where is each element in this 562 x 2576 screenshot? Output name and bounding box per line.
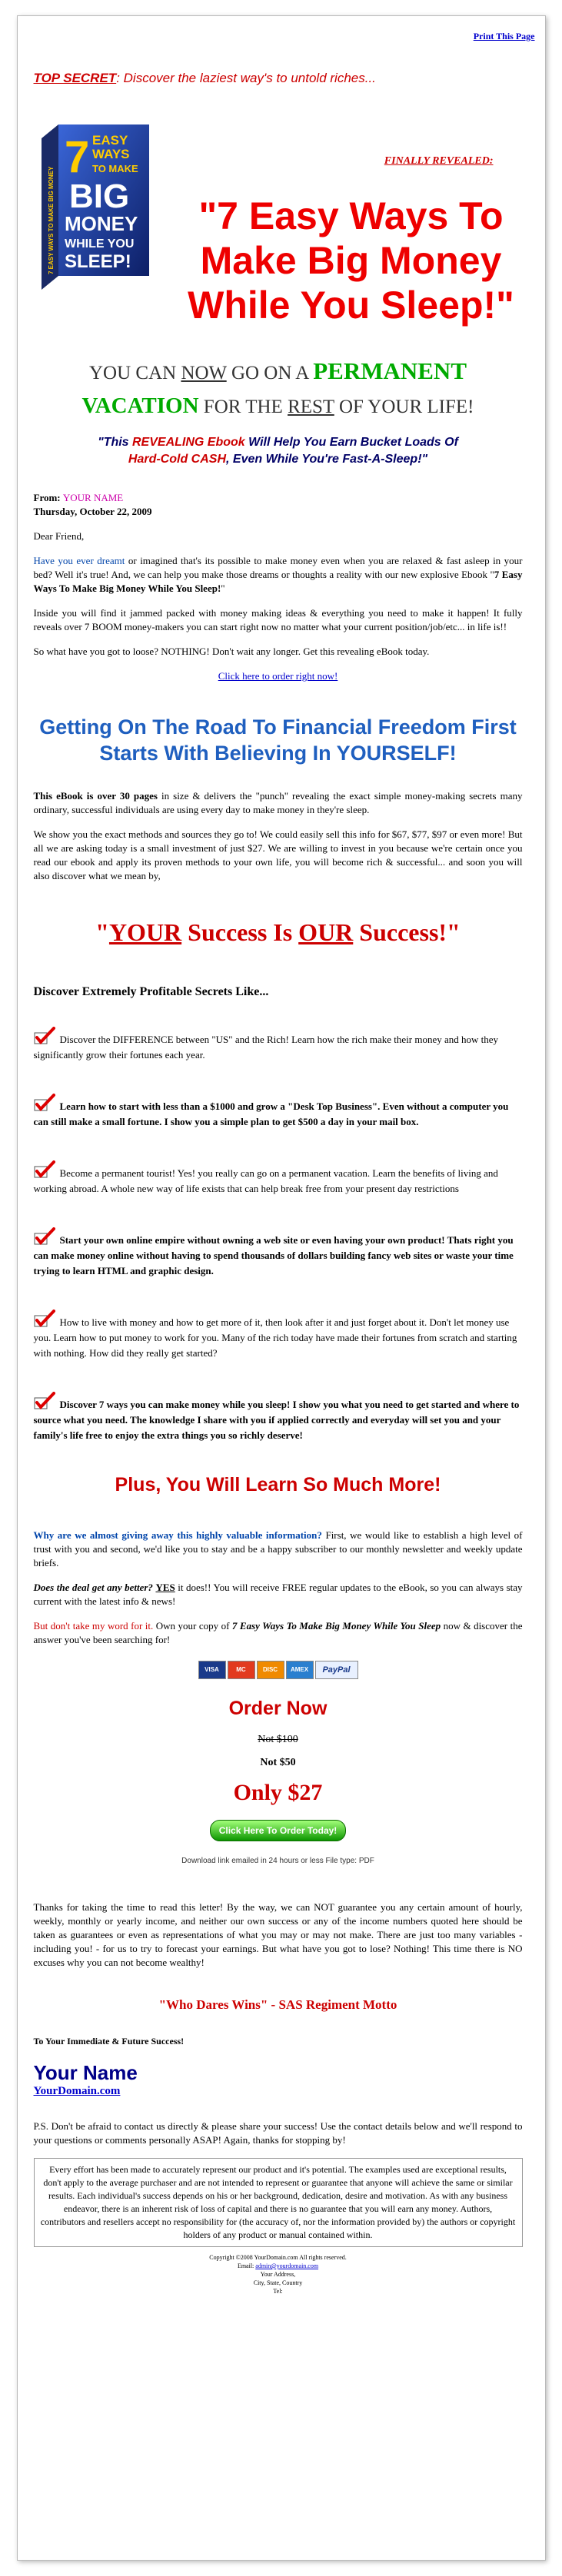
- closing-paragraph: Thanks for taking the time to read this letter! By the way, we can NOT guarantee you any certain amount of hourly, weekly, monthly or yearly income, and neither our own success or any of the income numbers quoted here should be taken as guarantees or even as representations of what you may or may not make. There are just too many variables - including you! - for us to try to forecast your earnings. But what have you got to lose? Nothing! This time there is NO excuses why you can not become wealthy!: [33, 1901, 523, 1968]
- cover-spine: 7 EASY WAYS TO MAKE BIG MONEY: [47, 166, 55, 274]
- intro-paragraph-3: So what have you got to loose? NOTHING! Don't wait any longer. Get this revealing eBook today.: [33, 646, 430, 657]
- motto: "Who Dares Wins" - SAS Regiment Motto: [158, 1997, 397, 2012]
- cover-while: WHILE YOU: [64, 237, 134, 251]
- offer-paragraph-3: But don't take my word for it. Own your copy of 7 Easy Ways To Make Big Money While You Sleep now & discover the answer you've been searching for!: [33, 1620, 523, 1645]
- signature-name: Your Name: [33, 2061, 138, 2084]
- greeting: Dear Friend,: [33, 530, 85, 542]
- print-page-link[interactable]: Print This Page: [473, 31, 535, 41]
- disclaimer-box: Every effort has been made to accurately represent our product and it's potential. The examples used are exceptional results, don't apply to the average purchaser and are not intended to represent or guarantee that anyone will achieve the same or similar results. Each individual's success depends on his or her background, dedication, desire and motivation. As with any business endeavor, there is an inherent risk of loss of capital and there is no guarantee that you will earn any money. Authors, contributors and resellers accept no responsibility for (the accuracy of, nor the information provided by) the authors or copyright holders of any product or manual contained within.: [34, 2158, 523, 2247]
- cover-money: MONEY: [64, 212, 138, 235]
- top-secret-text: : Discover the laziest way's to untold riches...: [116, 71, 376, 85]
- red-checkmark-icon: [34, 1160, 55, 1179]
- vacation-headline: YOU CAN NOW GO ON A PERMANENT VACATION FOR THE REST OF YOUR LIFE!: [81, 357, 474, 418]
- cover-line3: TO MAKE: [91, 163, 138, 174]
- copyright: Copyright ©2008 YourDomain.com All rights reserved.: [209, 2254, 347, 2261]
- red-checkmark-icon: [34, 1392, 55, 1410]
- red-checkmark-icon: [34, 1227, 55, 1246]
- telephone: Tel:: [273, 2288, 283, 2295]
- list-item: [34, 1227, 523, 1279]
- from-line: From: YOUR NAME Thursday, October 22, 2009: [33, 492, 152, 517]
- order-today-button[interactable]: Click Here To Order Today!: [210, 1820, 346, 1841]
- signature-domain-link[interactable]: YourDomain.com: [33, 2085, 121, 2097]
- top-secret-label: TOP SECRET: [33, 71, 117, 85]
- address-line-2: City, State, Country: [253, 2279, 303, 2286]
- intro-paragraph-1: Have you ever dreamt or imagined that's its possible to make money even when you are relaxed & fast asleep in your bed? Well it's true! And, we can help you make those dreams or thoughts a reality with our new explosive Ebook "7 Easy Ways To Make Big Money While You Sleep!": [33, 555, 523, 594]
- hero: [34, 86, 523, 340]
- benefit-list: [34, 1027, 523, 1443]
- list-item-text: Discover 7 ways you can make money while you sleep! I show you what you need to get started and where to source what you need. The knowledge I share with you if applied correctly and everyday will set you and your family's life free to enjoy the extra things you so richly deserve!: [33, 1399, 520, 1441]
- list-item: [34, 1027, 523, 1063]
- offer-paragraph-2: Does the deal get any better? YES it does!! You will receive FREE regular updates to the eBook, so you can always stay current with the latest info & news!: [33, 1582, 523, 1607]
- mastercard-icon: MC: [228, 1661, 255, 1679]
- list-item-text: Become a permanent tourist! Yes! you really can go on a permanent vacation. Learn the benefits of living and working abroad. A whole new way of life exists that can help break free from your present day restrictions: [33, 1167, 498, 1194]
- price-27: Only $27: [233, 1780, 323, 1805]
- list-item: [34, 1094, 523, 1130]
- amex-icon: AMEX: [286, 1661, 314, 1679]
- plus-heading: Plus, You Will Learn So Much More!: [115, 1474, 441, 1495]
- footer: Copyright ©2008 YourDomain.com All rights reserved. Email: admin@yourdomain.com Your Address, City, State, Country Tel:: [34, 2253, 523, 2295]
- email-link[interactable]: admin@yourdomain.com: [255, 2262, 319, 2269]
- cover-line1: EASY: [91, 133, 128, 148]
- paypal-icon: PayPal: [315, 1661, 358, 1679]
- ebook-cover-image: [42, 124, 149, 290]
- red-checkmark-icon: [34, 1094, 55, 1112]
- sales-letter: [34, 31, 523, 2295]
- cover-number: 7: [64, 132, 89, 182]
- list-item: [34, 1160, 523, 1197]
- ps-paragraph: P.S. Don't be afraid to contact us directly & please share your success! Use the contact details below and we'll respond to your questions or comments personally ASAP! Again, thanks for stopping by!: [33, 2120, 523, 2146]
- payment-cards: [34, 1661, 523, 1679]
- order-box: [34, 1698, 523, 1865]
- body-paragraph-2: We show you the exact methods and sources they go to! We could easily sell this info for $67, $77, $97 or even more! But all we are asking today is a small investment of just $27. We are willing to invest in you because we're certain once you read our ebook and apply its proven methods to your own life, you will become rich & successful... and soon you will also discover what we mean by,: [33, 828, 523, 881]
- order-now-title: Order Now: [228, 1698, 328, 1719]
- list-item-text: Discover the DIFFERENCE between "US" and the Rich! Learn how the rich make their money and how they significantly grow their fortunes each year.: [33, 1034, 499, 1061]
- success-heading: "YOUR Success Is OUR Success!": [95, 918, 461, 946]
- visa-icon: VISA: [198, 1661, 226, 1679]
- cover-sleep: SLEEP!: [64, 251, 131, 272]
- address-line-1: Your Address,: [260, 2271, 296, 2278]
- finally-revealed: FINALLY REVEALED:: [384, 155, 494, 167]
- list-item: [34, 1310, 523, 1361]
- order-now-link[interactable]: Click here to order right now!: [218, 670, 338, 682]
- intro-paragraph-2: Inside you will find it jammed packed with money making ideas & everything you need to make it happen! It fully reveals over 7 BOOM money-makers you can start right now no matter what your current position/job/etc... in life is!!: [33, 607, 523, 632]
- body-paragraph-1: This eBook is over 30 pages in size & delivers the "punch" revealing the exact simple money-making secrets many ordinary, successful individuals are using every day to make money in they're sleep.: [33, 790, 523, 815]
- main-headline: "7 Easy Ways To Make Big Money While You Sleep!": [188, 194, 514, 327]
- list-item: [34, 1392, 523, 1443]
- offer-paragraph-1: Why are we almost giving away this highly valuable information? First, we would like to establish a high level of trust with you and second, we'd like you to stay and be a happy subscriber to our monthly newsletter and weekly update briefs.: [33, 1529, 523, 1569]
- red-checkmark-icon: [34, 1027, 55, 1045]
- ebook-quote: "This REVEALING Ebook Will Help You Earn Bucket Loads Of Hard-Cold CASH, Even While You're Fast-A-Sleep!": [98, 436, 458, 466]
- cover-big: BIG: [68, 178, 129, 215]
- sign-off: To Your Immediate & Future Success!: [33, 2036, 185, 2047]
- financial-freedom-heading: Getting On The Road To Financial Freedom First Starts With Believing In YOURSELF!: [39, 715, 517, 765]
- list-item-text: How to live with money and how to get more of it, then look after it and just forget about it. Don't let money use you. Learn how to put money to work for you. Many of the rich today have made their fortunes from scratch and starting with nothing. How did they really get started?: [33, 1316, 517, 1359]
- discover-icon: DISC: [257, 1661, 284, 1679]
- red-checkmark-icon: [34, 1310, 55, 1328]
- list-item-text: Start your own online empire without owning a web site or even having your own product! Thats right you can make money online without having to spend thousands of dollars building fancy web sites or waste your time trying to learn HTML and graphic design.: [33, 1234, 514, 1276]
- discover-heading: Discover Extremely Profitable Secrets Like...: [33, 985, 269, 998]
- price-strike-100: Not $100: [258, 1734, 298, 1745]
- cover-line2: WAYS: [91, 147, 130, 161]
- download-note: Download link emailed in 24 hours or less File type: PDF: [181, 1857, 374, 1865]
- top-secret-line: [34, 71, 523, 86]
- price-strike-50: Not $50: [260, 1757, 296, 1768]
- list-item-text: Learn how to start with less than a $1000 and grow a "Desk Top Business". Even without a computer you can still make a small fortune. I show you a simple plan to get $500 a day in your mail box.: [33, 1100, 509, 1127]
